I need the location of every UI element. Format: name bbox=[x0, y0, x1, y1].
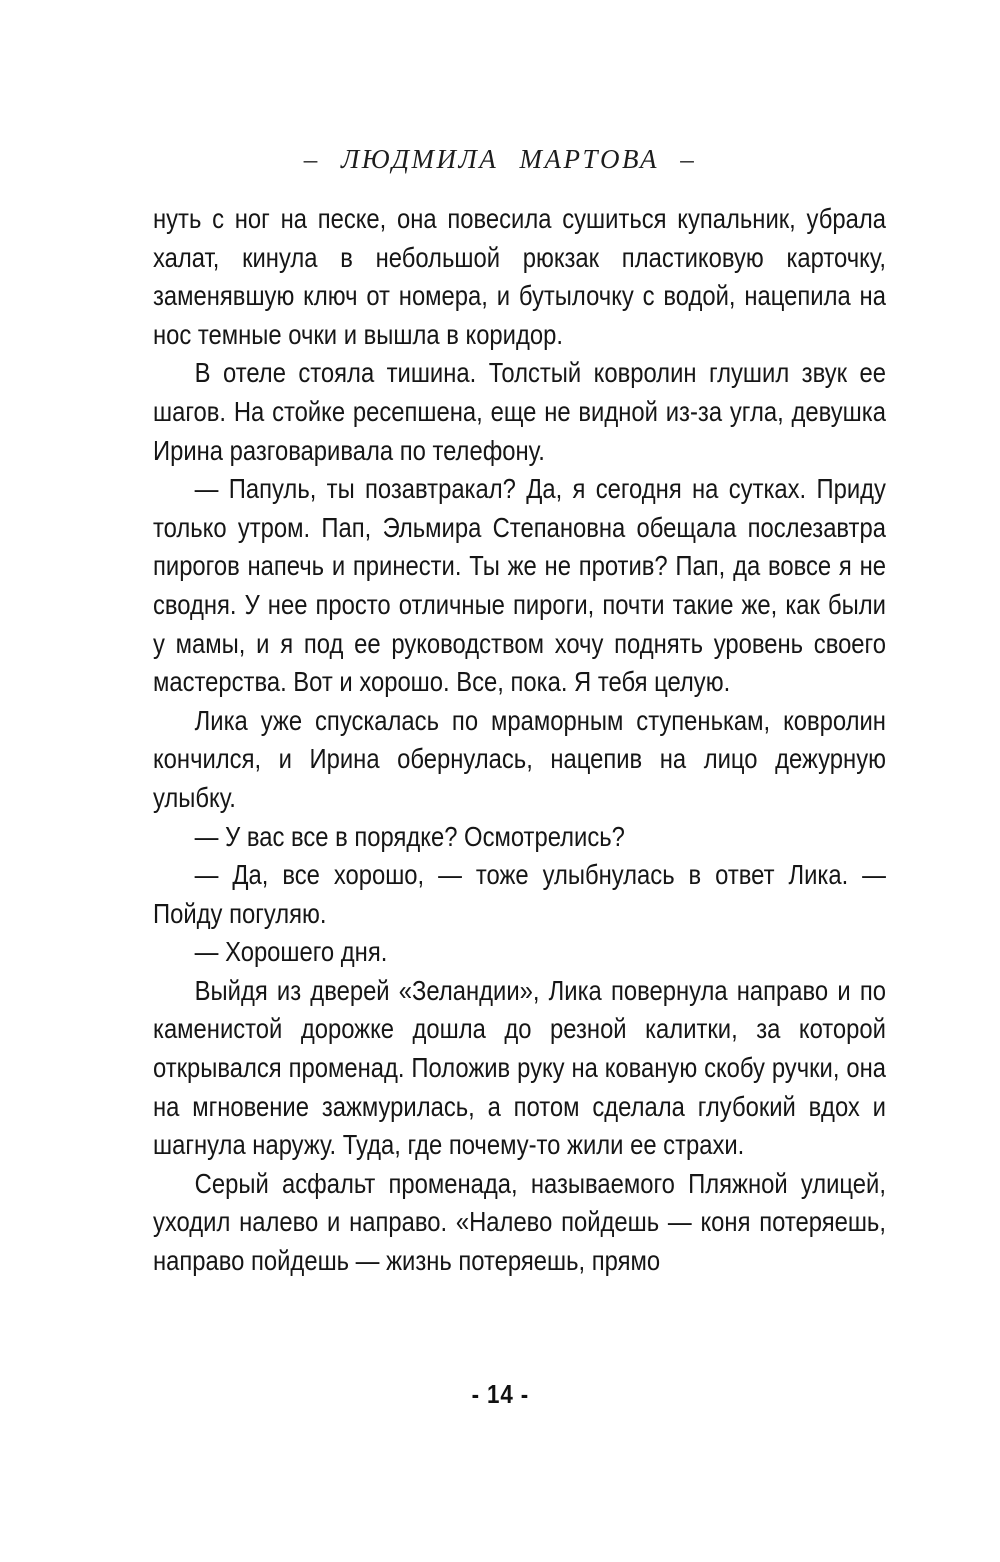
paragraph: нуть с ног на песке, она повесила сушиться купальник, убрала халат, кинула в небольшой рюкзак пластиковую карточку, заменявшую ключ от номера, и бутылочку с водой, нацепила на нос темные очки и вышла в коридор. bbox=[153, 203, 886, 350]
body-text bbox=[153, 200, 886, 1281]
page-number-text: - 14 - bbox=[471, 1379, 529, 1409]
paragraph: — У вас все в порядке? Осмотрелись? bbox=[194, 820, 625, 852]
paragraph: Лика уже спускалась по мраморным ступенькам, ковролин кончился, и Ирина обернулась, нацепив на лицо дежурную улыбку. bbox=[153, 704, 886, 813]
paragraph: — Да, все хорошо, — тоже улыбнулась в ответ Лика. — Пойду погуляю. bbox=[153, 859, 886, 929]
paragraph: — Папуль, ты позавтракал? Да, я сегодня на сутках. Приду только утром. Пап, Эльмира Степановна обещала послезавтра пирогов напечь и принести. Ты же не против? Пап, да вовсе я не сводня. У нее просто отличные пироги, почти такие же, как были у мамы, и я под ее руководством хочу поднять уровень своего мастерства. Вот и хорошо. Все, пока. Я тебя целую. bbox=[153, 473, 886, 698]
paragraph: В отеле стояла тишина. Толстый ковролин глушил звук ее шагов. На стойке ресепшена, еще не видной из-за угла, девушка Ирина разговаривала по телефону. bbox=[153, 357, 886, 466]
page-number bbox=[0, 1379, 1000, 1410]
paragraph: Выйдя из дверей «Зеландии», Лика повернула направо и по каменистой дорожке дошла до резной калитки, за которой открывался променад. Положив руку на кованую скобу ручки, она на мгновение зажмурилась, а потом сделала глубокий вдох и шагнула наружу. Туда, где почему-то жили ее страхи. bbox=[153, 974, 886, 1161]
paragraph: — Хорошего дня. bbox=[194, 936, 388, 968]
paragraph: Серый асфальт променада, называемого Пляжной улицей, уходил налево и направо. «Налево пойдешь — коня потеряешь, направо пойдешь — жизнь потеряешь, прямо bbox=[153, 1167, 886, 1277]
running-header: – ЛЮДМИЛА МАРТОВА – bbox=[303, 144, 697, 174]
